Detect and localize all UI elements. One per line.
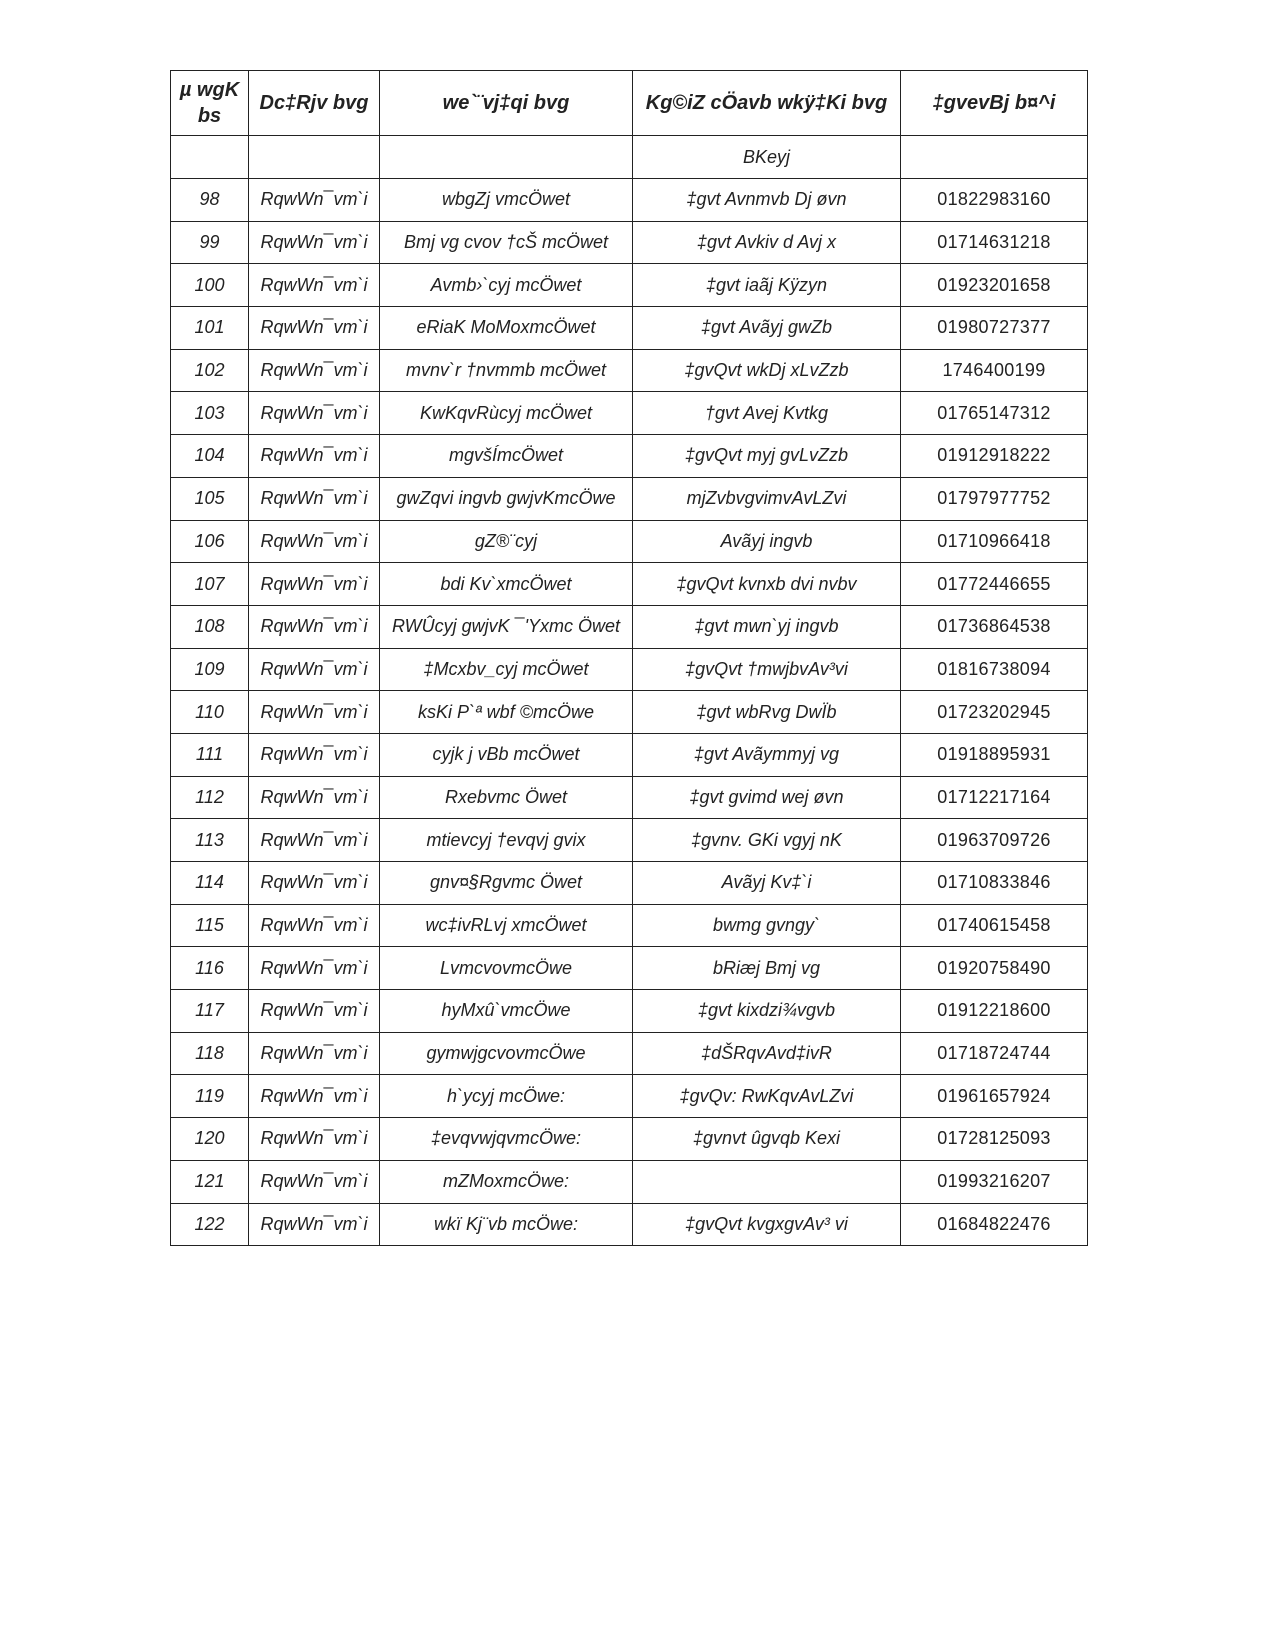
cell-school-name: wc‡ivRLvj xmcÖwet [380,904,633,947]
cell-designation: RqwWn¯vm`i [249,563,380,606]
school-roster-table [170,70,1088,1246]
cell-school-name: wkï Kj¨vb mcÖwe: [380,1203,633,1246]
cell-serial: 100 [171,264,249,307]
cell-phone: 01918895931 [901,733,1088,776]
cell-serial: 119 [171,1075,249,1118]
cell-serial: 120 [171,1118,249,1161]
cell-head-teacher: ‡gvt Avnmvb Dj øvn [633,179,901,222]
table-body [171,179,1088,1246]
cell-serial: 112 [171,776,249,819]
table-row [171,221,1088,264]
cell-serial: 109 [171,648,249,691]
cell-head-teacher: bRiæj Bmj vg [633,947,901,990]
table-row [171,904,1088,947]
cell-designation: RqwWn¯vm`i [249,435,380,478]
cell-designation: RqwWn¯vm`i [249,1075,380,1118]
cell-phone: 01710833846 [901,862,1088,905]
cell-school-name: RWÛcyj gwjvK ¯'Yxmc Öwet [380,605,633,648]
cell-head-teacher: ‡gvnvt ûgvqb Kexi [633,1118,901,1161]
cell-phone: 01765147312 [901,392,1088,435]
cell-designation: RqwWn¯vm`i [249,990,380,1033]
table-row [171,435,1088,478]
table-row [171,392,1088,435]
cell-head-teacher: ‡gvQvt †mwjbvAv³vi [633,648,901,691]
cell-school-name: bdi Kv`xmcÖwet [380,563,633,606]
cell-head-teacher: ‡gvt mwn`yj ingvb [633,605,901,648]
cell-serial: 105 [171,477,249,520]
cell-school-name: wbgZj vmcÖwet [380,179,633,222]
cell-phone: 01961657924 [901,1075,1088,1118]
cell-head-teacher: ‡gvt iaãj Kÿzyn [633,264,901,307]
cell-designation: RqwWn¯vm`i [249,307,380,350]
cell-serial: 113 [171,819,249,862]
cell-serial: 121 [171,1160,249,1203]
cell-phone: 01822983160 [901,179,1088,222]
cell-phone: 01912218600 [901,990,1088,1033]
cell-designation: RqwWn¯vm`i [249,691,380,734]
cell-designation: RqwWn¯vm`i [249,1118,380,1161]
cell-head-teacher: ‡gvQvt kvgxgvAv³ vi [633,1203,901,1246]
table-row [171,563,1088,606]
cell-phone: 01714631218 [901,221,1088,264]
cell-serial: 110 [171,691,249,734]
cell-head-teacher: †gvt Avej Kvtkg [633,392,901,435]
cell-phone: 01963709726 [901,819,1088,862]
cell-designation: RqwWn¯vm`i [249,349,380,392]
cell-head-teacher: ‡gvQvt myj gvLvZzb [633,435,901,478]
cell-designation: RqwWn¯vm`i [249,221,380,264]
cell-head-teacher: Avãyj Kv‡`i [633,862,901,905]
table-row [171,349,1088,392]
subheader-head-teacher: BKeyj [633,136,901,179]
table-row [171,520,1088,563]
table-row [171,990,1088,1033]
cell-head-teacher: ‡gvt wbRvg DwÏb [633,691,901,734]
cell-phone: 01736864538 [901,605,1088,648]
cell-school-name: ksKi P`ª wbf ©mcÖwe [380,691,633,734]
header-head-teacher: Kg©iZ cÖavb wkÿ‡Ki bvg [633,71,901,136]
cell-serial: 108 [171,605,249,648]
cell-serial: 114 [171,862,249,905]
cell-serial: 98 [171,179,249,222]
cell-school-name: gZ®¨cyj [380,520,633,563]
cell-serial: 106 [171,520,249,563]
cell-phone: 01920758490 [901,947,1088,990]
cell-school-name: mZMoxmcÖwe: [380,1160,633,1203]
cell-designation: RqwWn¯vm`i [249,1160,380,1203]
table-row [171,307,1088,350]
cell-serial: 118 [171,1032,249,1075]
header-serial: µ wgK bs [171,71,249,136]
cell-designation: RqwWn¯vm`i [249,477,380,520]
table-row [171,733,1088,776]
cell-school-name: mgvšÍmcÖwet [380,435,633,478]
header-school-name: we`¨vj‡qi bvg [380,71,633,136]
cell-designation: RqwWn¯vm`i [249,179,380,222]
table-row [171,1203,1088,1246]
cell-serial: 102 [171,349,249,392]
cell-head-teacher: ‡gvt Avkiv d Avj x [633,221,901,264]
cell-head-teacher: ‡gvQvt kvnxb dvi nvbv [633,563,901,606]
cell-school-name: Avmb›`cyj mcÖwet [380,264,633,307]
cell-phone: 01740615458 [901,904,1088,947]
cell-head-teacher: ‡gvt Avãyj gwZb [633,307,901,350]
cell-head-teacher: ‡gvt kixdzi¾vgvb [633,990,901,1033]
cell-designation: RqwWn¯vm`i [249,392,380,435]
cell-school-name: ‡evqvwjqvmcÖwe: [380,1118,633,1161]
cell-head-teacher: ‡gvQvt wkDj xLvZzb [633,349,901,392]
cell-school-name: ‡Mcxbv_cyj mcÖwet [380,648,633,691]
cell-designation: RqwWn¯vm`i [249,776,380,819]
cell-serial: 107 [171,563,249,606]
cell-phone: 1746400199 [901,349,1088,392]
cell-school-name: eRiaK MoMoxmcÖwet [380,307,633,350]
subheader-phone [901,136,1088,179]
table-row [171,691,1088,734]
cell-serial: 99 [171,221,249,264]
subheader-serial [171,136,249,179]
table-row [171,1032,1088,1075]
cell-school-name: gwZqvi ingvb gwjvKmcÖwe [380,477,633,520]
cell-serial: 111 [171,733,249,776]
cell-phone: 01723202945 [901,691,1088,734]
cell-serial: 103 [171,392,249,435]
cell-school-name: Rxebvmc Öwet [380,776,633,819]
cell-phone: 01728125093 [901,1118,1088,1161]
table-row [171,819,1088,862]
cell-school-name: mtievcyj †evqvj gvix [380,819,633,862]
subheader-school-name [380,136,633,179]
table-row [171,1118,1088,1161]
table-row [171,862,1088,905]
cell-school-name: mvnv`r †nvmmb mcÖwet [380,349,633,392]
cell-school-name: gnv¤§Rgvmc Öwet [380,862,633,905]
cell-school-name: hyMxû`vmcÖwe [380,990,633,1033]
cell-designation: RqwWn¯vm`i [249,904,380,947]
cell-phone: 01684822476 [901,1203,1088,1246]
cell-head-teacher: mjZvbvgvimvAvLZvi [633,477,901,520]
table-row [171,179,1088,222]
cell-school-name: Bmj vg cvov †cŠ mcÖwet [380,221,633,264]
cell-head-teacher: ‡gvt gvimd wej øvn [633,776,901,819]
cell-designation: RqwWn¯vm`i [249,1032,380,1075]
cell-phone: 01816738094 [901,648,1088,691]
cell-school-name: gymwjgcvovmcÖwe [380,1032,633,1075]
cell-designation: RqwWn¯vm`i [249,520,380,563]
cell-serial: 117 [171,990,249,1033]
cell-head-teacher: ‡gvt Avãymmyj vg [633,733,901,776]
cell-designation: RqwWn¯vm`i [249,264,380,307]
cell-serial: 104 [171,435,249,478]
cell-serial: 101 [171,307,249,350]
cell-phone: 01923201658 [901,264,1088,307]
cell-serial: 122 [171,1203,249,1246]
cell-designation: RqwWn¯vm`i [249,605,380,648]
cell-phone: 01710966418 [901,520,1088,563]
table-row [171,776,1088,819]
header-designation: Dc‡Rjv bvg [249,71,380,136]
cell-school-name: LvmcvovmcÖwe [380,947,633,990]
cell-head-teacher: ‡dŠRqvAvd‡ivR [633,1032,901,1075]
cell-school-name: KwKqvRùcyj mcÖwet [380,392,633,435]
table-row [171,477,1088,520]
cell-serial: 115 [171,904,249,947]
table-row [171,1160,1088,1203]
table-row [171,605,1088,648]
header-phone: ‡gvevBj b¤^i [901,71,1088,136]
cell-school-name: h`ycyj mcÖwe: [380,1075,633,1118]
cell-designation: RqwWn¯vm`i [249,733,380,776]
table-row [171,947,1088,990]
table-subheader-row [171,136,1088,179]
cell-designation: RqwWn¯vm`i [249,819,380,862]
cell-designation: RqwWn¯vm`i [249,648,380,691]
table-header-row [171,71,1088,136]
table-row [171,1075,1088,1118]
cell-head-teacher [633,1160,901,1203]
table-row [171,648,1088,691]
cell-head-teacher: ‡gvnv. GKi vgyj nK [633,819,901,862]
cell-phone: 01718724744 [901,1032,1088,1075]
cell-phone: 01772446655 [901,563,1088,606]
cell-phone: 01993216207 [901,1160,1088,1203]
cell-phone: 01712217164 [901,776,1088,819]
table-row [171,264,1088,307]
cell-designation: RqwWn¯vm`i [249,862,380,905]
cell-designation: RqwWn¯vm`i [249,947,380,990]
cell-phone: 01912918222 [901,435,1088,478]
cell-school-name: cyjk j vBb mcÖwet [380,733,633,776]
cell-serial: 116 [171,947,249,990]
cell-head-teacher: Avãyj ingvb [633,520,901,563]
cell-head-teacher: ‡gvQv: RwKqvAvLZvi [633,1075,901,1118]
cell-designation: RqwWn¯vm`i [249,1203,380,1246]
cell-phone: 01980727377 [901,307,1088,350]
cell-head-teacher: bwmg gvngy` [633,904,901,947]
subheader-designation [249,136,380,179]
cell-phone: 01797977752 [901,477,1088,520]
